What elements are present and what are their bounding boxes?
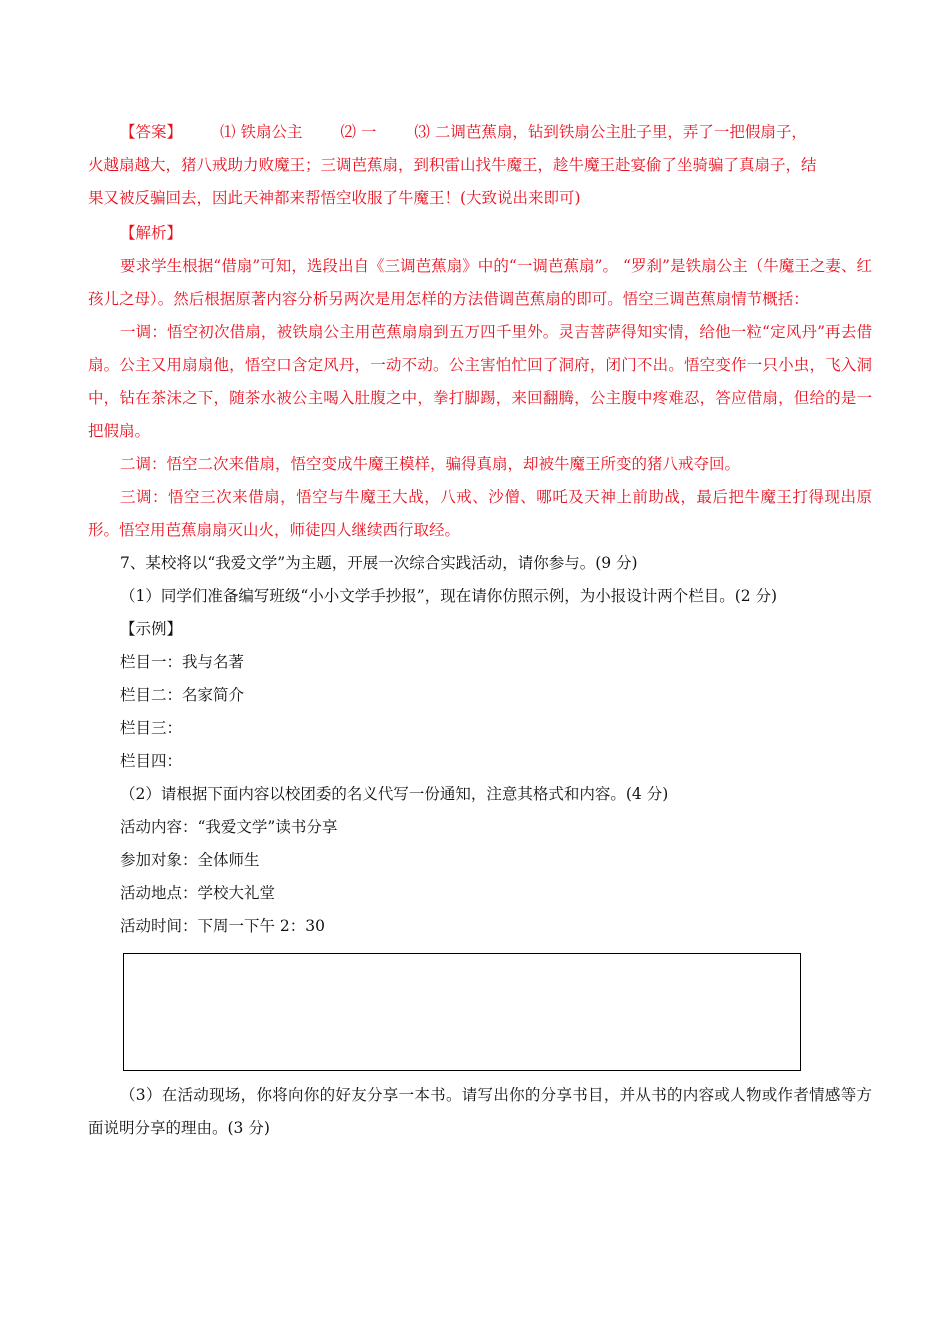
example-label: 【示例】: [120, 620, 183, 638]
column-1: 栏目一：我与名著: [120, 653, 245, 671]
question-7-stem: 7、某校将以“我爱文学”为主题，开展一次综合实践活动，请你参与。(9 分): [120, 554, 638, 572]
analysis-label: 【解析】: [120, 224, 183, 242]
question-7-sub-2: （2）请根据下面内容以校团委的名义代写一份通知，注意其格式和内容。(4 分): [120, 785, 669, 803]
activity-location: 活动地点：学校大礼堂: [120, 884, 276, 902]
column-4: 栏目四：: [120, 752, 183, 770]
answer-line-2: 火越扇越大，猪八戒助力败魔王；三调芭蕉扇，到积雷山找牛魔王，趁牛魔王赴宴偷了坐骑骗了真扇子，结: [88, 156, 817, 174]
column-3: 栏目三：: [120, 719, 183, 737]
activity-time: 活动时间：下周一下午 2：30: [120, 917, 326, 935]
analysis-paragraph-4: 三调：悟空三次来借扇，悟空与牛魔王大战，八戒、沙僧、哪吒及天神上前助战，最后把牛魔王打得现出原形。悟空用芭蕉扇扇灭山火，师徒四人继续西行取经。: [88, 488, 872, 539]
answer-item-1: ⑴ 铁扇公主: [220, 123, 303, 141]
answer-line-1: [88, 116, 872, 149]
notice-answer-box[interactable]: [123, 953, 801, 1071]
answer-item-3: ⑶ 二调芭蕉扇，钻到铁扇公主肚子里，弄了一把假扇子，: [414, 123, 807, 141]
activity-content: 活动内容：“我爱文学”读书分享: [120, 818, 338, 836]
question-7-sub-3: （3）在活动现场，你将向你的好友分享一本书。请写出你的分享书目，并从书的内容或人物或作者情感等方面说明分享的理由。(3 分): [88, 1086, 872, 1137]
document-page: [88, 116, 872, 1145]
answer-line-3: 果又被反骗回去，因此天神都来帮悟空收服了牛魔王！(大致说出来即可): [88, 189, 581, 207]
analysis-paragraph-2: 一调：悟空初次借扇，被铁扇公主用芭蕉扇扇到五万四千里外。灵吉菩萨得知实情，给他一粒“定风丹”再去借扇。公主又用扇扇他，悟空口含定风丹，一动不动。公主害怕忙回了洞府，闭门不出。悟空变作一只小虫，飞入洞中，钻在茶沫之下，随茶水被公主喝入肚腹之中，拳打脚踢，来回翻腾，公主腹中疼难忍，答应借扇，但给的是一把假扇。: [88, 323, 872, 440]
column-2: 栏目二：名家简介: [120, 686, 245, 704]
answer-label: 【答案】: [120, 123, 183, 141]
question-7-sub-1: （1）同学们准备编写班级“小小文学手抄报”，现在请你仿照示例，为小报设计两个栏目。(2 分): [120, 587, 778, 605]
activity-participants: 参加对象：全体师生: [120, 851, 260, 869]
answer-item-2: ⑵ 一: [340, 123, 377, 141]
analysis-paragraph-1: 要求学生根据“借扇”可知，选段出自《三调芭蕉扇》中的“一调芭蕉扇”。 “罗刹”是铁扇公主（牛魔王之妻、红孩儿之母）。然后根据原著内容分析另两次是用怎样的方法借调芭蕉扇的即可。悟空三调芭蕉扇情节概括：: [88, 257, 872, 308]
analysis-paragraph-3: 二调：悟空二次来借扇，悟空变成牛魔王模样，骗得真扇，却被牛魔王所变的猪八戒夺回。: [120, 455, 741, 473]
